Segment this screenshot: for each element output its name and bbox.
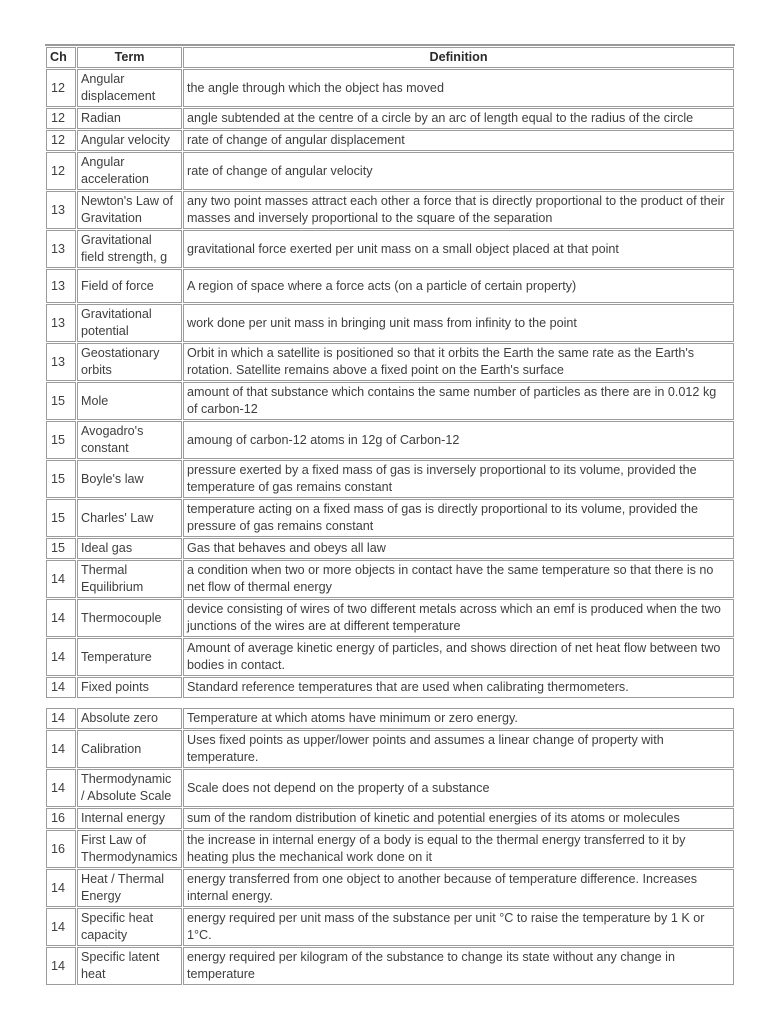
table-row	[46, 130, 734, 151]
table-row	[46, 730, 734, 768]
cell-definition: Temperature at which atoms have minimum or zero energy.	[183, 708, 734, 729]
cell-term: Boyle's law	[77, 460, 182, 498]
cell-definition: Orbit in which a satellite is positioned so that it orbits the Earth the same rate as the Earth's rotation. Satellite remains above a fixed point on the Earth's surface	[183, 343, 734, 381]
table-row	[46, 538, 734, 559]
cell-definition: device consisting of wires of two different metals across which an emf is produced when the two junctions of the wires are at different temperature	[183, 599, 734, 637]
cell-term: Thermocouple	[77, 599, 182, 637]
cell-ch: 13	[46, 269, 76, 303]
cell-definition: rate of change of angular displacement	[183, 130, 734, 151]
cell-definition: Uses fixed points as upper/lower points and assumes a linear change of property with temperature.	[183, 730, 734, 768]
cell-ch: 14	[46, 638, 76, 676]
table-row	[46, 108, 734, 129]
cell-term: First Law of Thermodynamics	[77, 830, 182, 868]
table-row	[46, 191, 734, 229]
cell-ch: 14	[46, 708, 76, 729]
cell-term: Geostationary orbits	[77, 343, 182, 381]
table-row	[46, 599, 734, 637]
cell-ch: 14	[46, 947, 76, 985]
cell-term: Gravitational field strength, g	[77, 230, 182, 268]
cell-term: Heat / Thermal Energy	[77, 869, 182, 907]
cell-definition: Standard reference temperatures that are used when calibrating thermometers.	[183, 677, 734, 698]
table-body-part-2	[46, 708, 734, 985]
cell-term: Thermodynamic / Absolute Scale	[77, 769, 182, 807]
cell-ch: 15	[46, 460, 76, 498]
cell-ch: 15	[46, 382, 76, 420]
cell-term: Specific latent heat	[77, 947, 182, 985]
cell-ch: 13	[46, 343, 76, 381]
cell-term: Specific heat capacity	[77, 908, 182, 946]
cell-definition: Scale does not depend on the property of a substance	[183, 769, 734, 807]
cell-definition: amount of that substance which contains the same number of particles as there are in 0.012 kg of carbon-12	[183, 382, 734, 420]
table-row	[46, 908, 734, 946]
cell-term: Avogadro's constant	[77, 421, 182, 459]
table-row	[46, 230, 734, 268]
cell-term: Internal energy	[77, 808, 182, 829]
cell-definition: Gas that behaves and obeys all law	[183, 538, 734, 559]
cell-definition: sum of the random distribution of kinetic and potential energies of its atoms or molecules	[183, 808, 734, 829]
cell-term: Angular acceleration	[77, 152, 182, 190]
cell-ch: 15	[46, 499, 76, 537]
cell-definition: energy transferred from one object to another because of temperature difference. Increases internal energy.	[183, 869, 734, 907]
table-row	[46, 769, 734, 807]
table-row	[46, 460, 734, 498]
cell-ch: 14	[46, 599, 76, 637]
cell-ch: 14	[46, 869, 76, 907]
table-gap	[46, 699, 734, 707]
cell-ch: 14	[46, 560, 76, 598]
table-row	[46, 708, 734, 729]
cell-ch: 15	[46, 538, 76, 559]
definitions-table	[45, 44, 735, 986]
cell-term: Temperature	[77, 638, 182, 676]
cell-term: Thermal Equilibrium	[77, 560, 182, 598]
table-body-part-1	[46, 69, 734, 698]
table-row	[46, 869, 734, 907]
cell-term: Gravitational potential	[77, 304, 182, 342]
cell-ch: 14	[46, 769, 76, 807]
cell-ch: 12	[46, 130, 76, 151]
cell-ch: 14	[46, 677, 76, 698]
cell-definition: amoung of carbon-12 atoms in 12g of Carbon-12	[183, 421, 734, 459]
cell-ch: 12	[46, 108, 76, 129]
cell-term: Radian	[77, 108, 182, 129]
cell-term: Fixed points	[77, 677, 182, 698]
cell-definition: pressure exerted by a fixed mass of gas is inversely proportional to its volume, provided the temperature of gas remains constant	[183, 460, 734, 498]
table-gap-row	[46, 699, 734, 707]
cell-term: Angular displacement	[77, 69, 182, 107]
cell-ch: 12	[46, 69, 76, 107]
cell-definition: a condition when two or more objects in contact have the same temperature so that there is no net flow of thermal energy	[183, 560, 734, 598]
table-row	[46, 947, 734, 985]
cell-definition: gravitational force exerted per unit mass on a small object placed at that point	[183, 230, 734, 268]
cell-definition: the increase in internal energy of a body is equal to the thermal energy transferred to it by heating plus the mechanical work done on it	[183, 830, 734, 868]
table-row	[46, 499, 734, 537]
table-header-row	[46, 47, 734, 68]
cell-ch: 13	[46, 191, 76, 229]
cell-definition: energy required per unit mass of the substance per unit °C to raise the temperature by 1 K or 1°C.	[183, 908, 734, 946]
table-row	[46, 343, 734, 381]
cell-ch: 14	[46, 908, 76, 946]
cell-ch: 16	[46, 830, 76, 868]
cell-term: Calibration	[77, 730, 182, 768]
cell-ch: 14	[46, 730, 76, 768]
cell-term: Angular velocity	[77, 130, 182, 151]
table-row	[46, 808, 734, 829]
cell-definition: A region of space where a force acts (on a particle of certain property)	[183, 269, 734, 303]
cell-ch: 13	[46, 230, 76, 268]
table-row	[46, 677, 734, 698]
cell-term: Field of force	[77, 269, 182, 303]
cell-ch: 16	[46, 808, 76, 829]
cell-ch: 13	[46, 304, 76, 342]
header-term: Term	[77, 47, 182, 68]
cell-definition: the angle through which the object has moved	[183, 69, 734, 107]
cell-term: Absolute zero	[77, 708, 182, 729]
table-row	[46, 304, 734, 342]
header-definition: Definition	[183, 47, 734, 68]
cell-term: Ideal gas	[77, 538, 182, 559]
cell-term: Mole	[77, 382, 182, 420]
cell-term: Charles' Law	[77, 499, 182, 537]
table-row	[46, 382, 734, 420]
cell-definition: temperature acting on a fixed mass of gas is directly proportional to its volume, provided the pressure of gas remains constant	[183, 499, 734, 537]
table-row	[46, 560, 734, 598]
table-row	[46, 638, 734, 676]
cell-definition: work done per unit mass in bringing unit mass from infinity to the point	[183, 304, 734, 342]
header-ch: Ch	[46, 47, 76, 68]
table-row	[46, 269, 734, 303]
table-row	[46, 830, 734, 868]
cell-term: Newton's Law of Gravitation	[77, 191, 182, 229]
table-row	[46, 69, 734, 107]
cell-definition: any two point masses attract each other a force that is directly proportional to the product of their masses and inversely proportional to the square of the separation	[183, 191, 734, 229]
table-row	[46, 421, 734, 459]
cell-definition: rate of change of angular velocity	[183, 152, 734, 190]
cell-ch: 12	[46, 152, 76, 190]
cell-ch: 15	[46, 421, 76, 459]
cell-definition: energy required per kilogram of the substance to change its state without any change in temperature	[183, 947, 734, 985]
cell-definition: Amount of average kinetic energy of particles, and shows direction of net heat flow between two bodies in contact.	[183, 638, 734, 676]
table-row	[46, 152, 734, 190]
definitions-table-wrapper	[45, 44, 735, 986]
cell-definition: angle subtended at the centre of a circle by an arc of length equal to the radius of the circle	[183, 108, 734, 129]
